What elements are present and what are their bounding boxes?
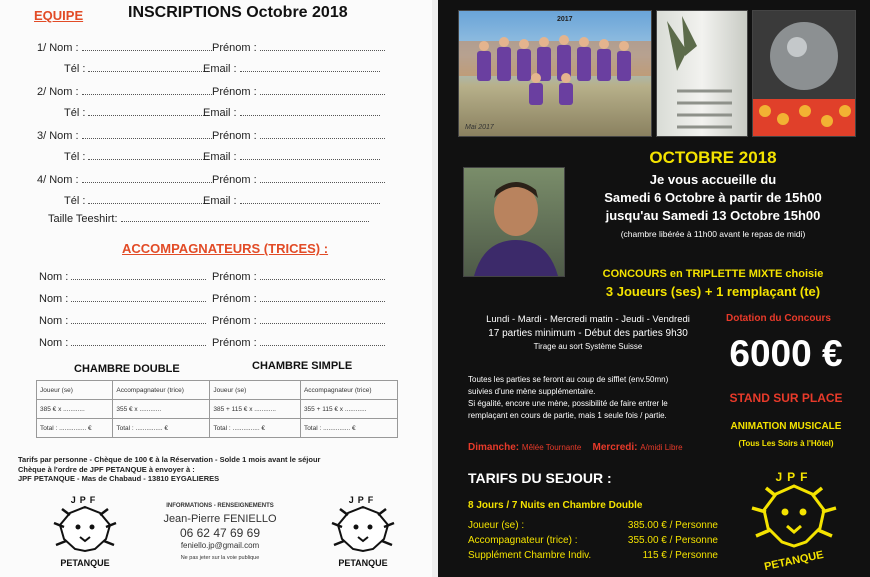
table-row — [37, 400, 398, 419]
accomp-4-prenom[interactable] — [212, 337, 385, 349]
tel-label: Tél : — [64, 195, 86, 207]
tarifs-list — [468, 518, 718, 563]
prenom-label: Prénom : — [212, 86, 257, 98]
logo-top-text: JPF — [70, 495, 100, 505]
stand-label: STAND SUR PLACE — [729, 391, 843, 405]
nom-label: 4/ Nom : — [37, 174, 79, 186]
email-label: Email : — [203, 107, 237, 119]
logo-top-text: JPF — [775, 470, 813, 484]
list-item — [468, 518, 718, 533]
rule-line: Si égalité, encore une mène, possibilité de faire entrer le — [468, 399, 668, 408]
boule-icon — [753, 11, 855, 136]
member-3-email[interactable] — [203, 151, 380, 163]
dotation-label: Dotation du Concours — [726, 313, 831, 324]
special-days — [468, 442, 683, 453]
tel-label: Tél : — [64, 63, 86, 75]
registration-form-page — [0, 0, 432, 577]
month-title: OCTOBRE 2018 — [649, 148, 777, 167]
table-cell[interactable]: Total : ............... € — [113, 419, 210, 438]
member-2-nom[interactable] — [37, 86, 212, 98]
prenom-label: Prénom : — [212, 337, 257, 349]
prenom-label: Prénom : — [212, 174, 257, 186]
pricing-table — [36, 380, 398, 438]
prenom-label: Prénom : — [212, 293, 257, 305]
portrait-icon — [464, 168, 564, 276]
dimanche-label: Dimanche: — [468, 442, 520, 453]
tarifs-heading: TARIFS DU SEJOUR : — [468, 470, 612, 486]
contact-name: Jean-Pierre FENIELLO — [163, 513, 277, 525]
tarif-label: Joueur (se) : — [468, 520, 525, 531]
accompagnateurs-heading: ACCOMPAGNATEURS (TRICES) : — [122, 241, 329, 256]
member-2-tel[interactable] — [64, 107, 208, 119]
email-label: Email : — [203, 151, 237, 163]
list-item — [468, 533, 718, 548]
table-cell[interactable]: Total : ............... € — [37, 419, 113, 438]
animation-sub: (Tous Les Soirs à l'Hôtel) — [738, 439, 834, 448]
nom-label: 3/ Nom : — [37, 130, 79, 142]
teeshirt-size-field[interactable] — [48, 213, 369, 225]
prenom-label: Prénom : — [212, 42, 257, 54]
payment-line: Chèque à l'ordre de JPF PETANQUE à envoyer à : — [18, 464, 195, 474]
joueurs-line: 3 Joueurs (ses) + 1 remplaçant (te) — [605, 284, 821, 299]
accomp-3-prenom[interactable] — [212, 315, 385, 327]
prize-amount: 6000 € — [729, 333, 843, 374]
jpf-logo-right — [744, 470, 844, 575]
petanque-ball-photo — [752, 10, 856, 137]
accomp-1-nom[interactable] — [39, 271, 206, 283]
footer-note: Ne pas jeter sur la voie publique — [180, 555, 260, 561]
logo-top-text: JPF — [348, 495, 378, 505]
tel-label: Tél : — [64, 107, 86, 119]
table-cell[interactable]: 385 + 115 € x ............ — [210, 400, 301, 419]
accomp-3-nom[interactable] — [39, 315, 206, 327]
accomp-4-nom[interactable] — [39, 337, 206, 349]
logo-bottom-text: PETANQUE — [338, 558, 388, 568]
days-line: Lundi - Mardi - Mercredi matin - Jeudi - Vendredi — [486, 314, 690, 325]
member-3-tel[interactable] — [64, 151, 208, 163]
tarif-value: 115 € / Personne — [642, 550, 718, 561]
rules-block — [468, 374, 728, 422]
contact-email[interactable]: feniello.jp@gmail.com — [180, 541, 260, 550]
nom-label: 1/ Nom : — [37, 42, 79, 54]
member-2-prenom[interactable] — [212, 86, 385, 98]
rule-line: Toutes les parties se feront au coup de sifflet (env.50mn) — [468, 375, 669, 384]
mercredi-value: A/midi Libre — [640, 443, 683, 452]
member-4-email[interactable] — [203, 195, 380, 207]
chambre-double-heading: CHAMBRE DOUBLE — [74, 363, 180, 375]
member-1-nom[interactable] — [37, 42, 212, 54]
table-cell: Joueur (se) — [210, 381, 301, 400]
photo-label: 2017 — [557, 16, 573, 23]
tarif-value: 355.00 € / Personne — [627, 535, 718, 546]
member-1-tel[interactable] — [64, 63, 208, 75]
welcome-line: Je vous accueille du — [649, 172, 777, 187]
table-cell[interactable]: Total : ............... € — [300, 419, 397, 438]
member-4-nom[interactable] — [37, 174, 212, 186]
prenom-label: Prénom : — [212, 130, 257, 142]
lion-head-icon — [318, 505, 408, 553]
table-row — [37, 381, 398, 400]
logo-bottom-text: PETANQUE — [763, 548, 825, 574]
member-4-tel[interactable] — [64, 195, 208, 207]
table-cell[interactable]: 355 € x ............ — [113, 400, 210, 419]
chambre-simple-heading: CHAMBRE SIMPLE — [252, 360, 353, 372]
rule-line: suivies d'une mène supplémentaire. — [468, 387, 596, 396]
tarif-value: 385.00 € / Personne — [627, 520, 718, 531]
table-cell[interactable]: 385 € x ............ — [37, 400, 113, 419]
payment-line: JPF PETANQUE - Mas de Chabaud - 13810 EYGALIERES — [18, 474, 220, 483]
photo-caption: Mai 2017 — [465, 124, 494, 131]
accomp-2-nom[interactable] — [39, 293, 206, 305]
table-cell[interactable]: 355 + 115 € x ............ — [300, 400, 397, 419]
nom-label: Nom : — [39, 337, 69, 349]
member-2-email[interactable] — [203, 107, 380, 119]
dimanche-value: Mêlée Tournante — [521, 443, 582, 452]
team-photo — [458, 10, 652, 137]
logo-bottom-text: PETANQUE — [60, 558, 110, 568]
contact-heading: INFORMATIONS - RENSEIGNEMENTS — [166, 503, 274, 509]
schedule-block — [468, 314, 708, 351]
tirage-line: Tirage au sort Système Suisse — [533, 342, 643, 351]
tarifs-sub: 8 Jours / 7 Nuits en Chambre Double — [468, 500, 643, 511]
nom-label: Nom : — [39, 271, 69, 283]
lion-head-icon — [744, 484, 844, 550]
member-1-email[interactable] — [203, 63, 380, 75]
table-cell: Accompagnateur (trice) — [300, 381, 397, 400]
welcome-line: jusqu'au Samedi 13 Octobre 15h00 — [605, 208, 821, 223]
stairs-icon — [657, 11, 747, 136]
parties-line: 17 parties minimum - Début des parties 9h30 — [488, 328, 688, 339]
chambre-note: (chambre libérée à 11h00 avant le repas de midi) — [620, 229, 806, 239]
hotel-photo — [656, 10, 748, 137]
welcome-block — [578, 172, 848, 239]
nom-label: Nom : — [39, 315, 69, 327]
accomp-1-prenom[interactable] — [212, 271, 385, 283]
email-label: Email : — [203, 63, 237, 75]
tel-label: Tél : — [64, 151, 86, 163]
table-cell: Joueur (se) — [37, 381, 113, 400]
mercredi-label: Mercredi: — [592, 442, 638, 453]
member-3-nom[interactable] — [37, 130, 212, 142]
contact-block — [140, 503, 300, 561]
member-3-prenom[interactable] — [212, 130, 385, 142]
list-item — [468, 548, 718, 563]
member-1-prenom[interactable] — [212, 42, 385, 54]
tarif-label: Accompagnateur (trice) : — [468, 535, 578, 546]
event-flyer-page — [438, 0, 870, 577]
equipe-heading: EQUIPE — [34, 8, 84, 23]
registration-title: INSCRIPTIONS Octobre 2018 — [128, 4, 348, 21]
prenom-label: Prénom : — [212, 271, 257, 283]
lion-head-icon — [40, 505, 130, 553]
table-cell: Accompagnateur (trice) — [113, 381, 210, 400]
table-row — [37, 419, 398, 438]
contact-phone[interactable]: 06 62 47 69 69 — [179, 526, 261, 540]
payment-info — [18, 455, 418, 484]
tarif-label: Supplément Chambre Indiv. — [468, 550, 592, 561]
member-4-prenom[interactable] — [212, 174, 385, 186]
jpf-logo-left — [40, 495, 130, 575]
payment-line: Tarifs par personne - Chèque de 100 € à la Réservation - Solde 1 mois avant le séjour — [18, 455, 321, 464]
prenom-label: Prénom : — [212, 315, 257, 327]
rule-line: remplaçant en cours de partie, mais 1 seule fois / partie. — [468, 411, 667, 420]
host-portrait — [463, 167, 565, 277]
jpf-logo-left-2 — [318, 495, 408, 575]
welcome-line: Samedi 6 Octobre à partir de 15h00 — [604, 190, 822, 205]
table-cell[interactable]: Total : ............... € — [210, 419, 301, 438]
teeshirt-label: Taille Teeshirt: — [48, 213, 118, 225]
accomp-2-prenom[interactable] — [212, 293, 385, 305]
nom-label: 2/ Nom : — [37, 86, 79, 98]
team-figures-icon — [459, 11, 651, 136]
nom-label: Nom : — [39, 293, 69, 305]
animation-label: ANIMATION MUSICALE — [730, 421, 842, 432]
concours-line: CONCOURS en TRIPLETTE MIXTE choisie — [602, 268, 824, 280]
email-label: Email : — [203, 195, 237, 207]
